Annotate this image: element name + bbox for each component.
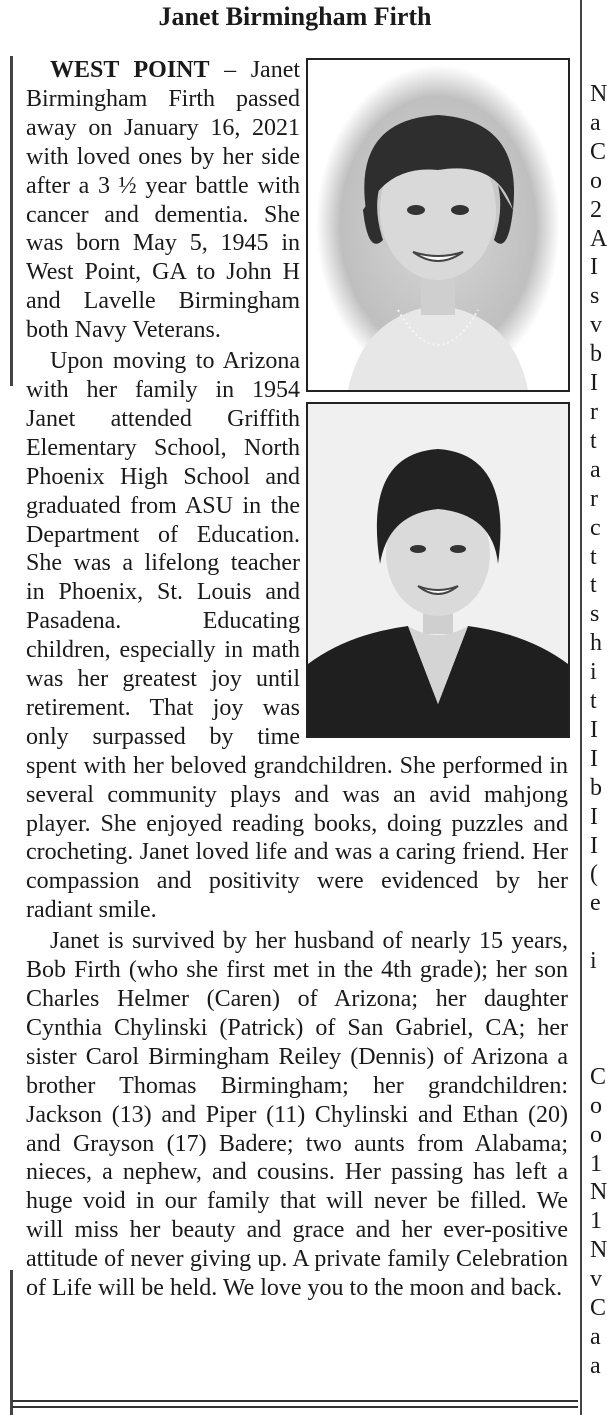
obituary-title: Janet Birmingham Firth bbox=[158, 2, 432, 31]
bottom-rule-1 bbox=[12, 1400, 578, 1402]
obituary-body bbox=[26, 56, 568, 1303]
paragraph-3: Janet is survived by her husband of nearly 15 years, Bob Firth (who she first met in the 4th grade); her son Charles Helmer (Caren) of Arizona; her daughter Cynthia Chylinski (Patrick) of San Gabriel, CA; her sister Carol Birmingham Reiley (Dennis) of Arizona a brother Thomas Birmingham; her grandchildren: Jackson (13) and Piper (11) Chylinski and Ethan (20) and Grayson (17) Badere; two aunts from Alabama; nieces, a nephew, and cousins. Her passing has left a huge void in our family that will never be filled. We will miss her beauty and grace and her ever-positive attitude of never giving up. A private family Celebration of Life will be held. We love you to the moon and back. bbox=[26, 928, 568, 1302]
column-rule-left-upper bbox=[10, 56, 13, 386]
paragraph-2: Upon moving to Arizona with her family in 1954 Janet attended Griffith Elementary School, North Phoenix High School and graduated from ASU in the Department of Education. She was a lifelong teacher in Phoenix, St. Louis and Pasadena. Educating children, especially in math was her greatest joy until retirement. That joy was only surpassed by time spent with her beloved grandchildren. She performed in several community plays and was an avid mahjong player. She enjoyed reading books, doing puzzles and crocheting. Janet loved life and was a caring friend. Her compassion and positivity were evidenced by her radiant smile. bbox=[26, 348, 568, 924]
paragraph-1-text: – Janet Birmingham Firth passed away on January 16, 2021 with loved ones by her side after a 3 ½ year battle with cancer and dementia. She was born May 5, 1945 in West Point, GA to John H and Lavelle Birmingham both Navy Veterans. bbox=[26, 57, 301, 344]
column-rule-right bbox=[580, 0, 582, 1415]
adjacent-column-text: N a C o 2 A I s v b I r t a r c t t s h i t I I b I I ( e i C o o 1 N 1 N v C a a bbox=[590, 81, 607, 1379]
photo-spacer bbox=[300, 56, 568, 738]
column-rule-left-lower bbox=[10, 1270, 13, 1415]
dateline: WEST POINT bbox=[50, 57, 210, 83]
bottom-rule-2 bbox=[12, 1406, 578, 1408]
adjacent-column-fragment bbox=[590, 0, 607, 1415]
